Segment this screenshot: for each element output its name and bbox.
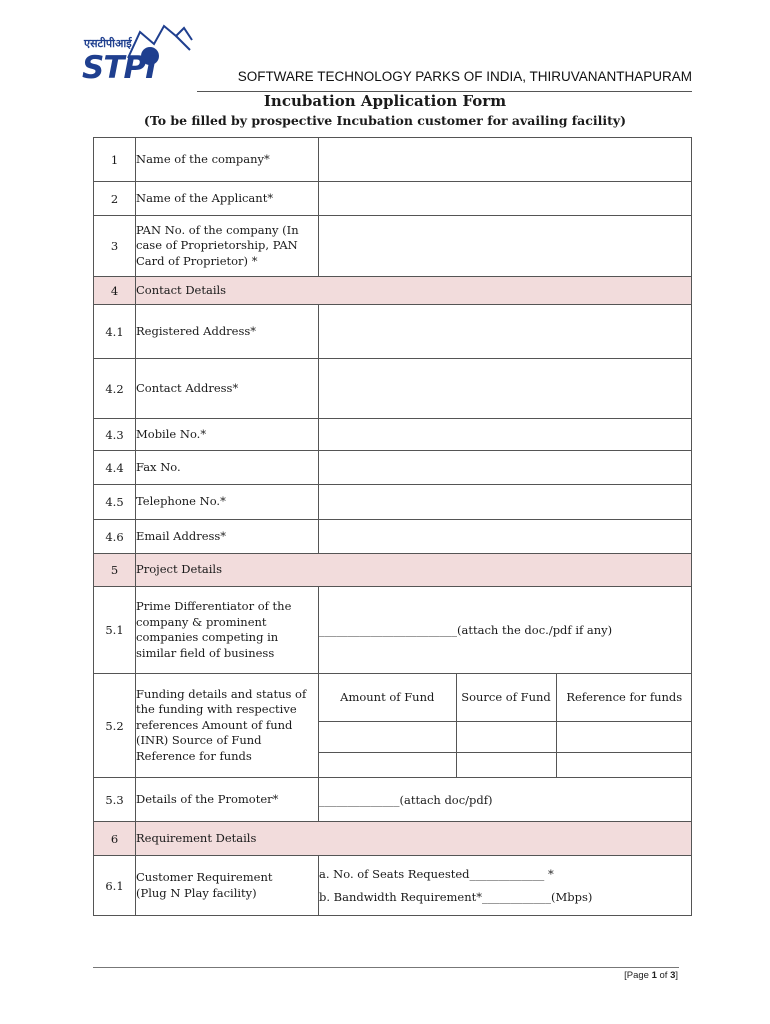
row-number: 6 [94,822,136,856]
table-row [94,305,692,359]
plug-n-play-note: (Plug N Play facility) [136,885,257,900]
row-number: 4.4 [94,451,136,485]
amount-of-fund-field[interactable] [319,752,456,777]
table-row [94,138,692,182]
pan-number-label: PAN No. of the company (In case of Proprietorship, PAN Card of Proprietor) * [136,216,319,277]
funding-subtable [319,674,692,777]
promoter-details-label: Details of the Promoter* [136,778,319,822]
seats-requested-field[interactable]: a. No. of Seats Requested_____________ * [319,866,554,881]
amount-of-fund-field[interactable] [319,721,456,752]
applicant-name-field[interactable] [319,182,692,216]
reference-for-funds-field[interactable] [556,721,692,752]
form-title: Incubation Application Form [263,92,507,110]
logo-stpi-text: STPI [82,50,156,86]
table-row [94,520,692,554]
row-number: 4.6 [94,520,136,554]
amount-of-fund-header: Amount of Fund [319,674,456,721]
section-row-requirement-details [94,822,692,856]
fax-number-field[interactable] [319,451,692,485]
page-prefix: [Page [624,970,652,981]
page-of: of [656,970,671,981]
row-number: 1 [94,138,136,182]
promoter-details-field[interactable]: ______________(attach doc/pdf) [319,778,692,822]
telephone-number-field[interactable] [319,485,692,520]
registered-address-label: Registered Address* [136,305,319,359]
table-row [94,182,692,216]
funding-details-label: Funding details and status of the funding with respective references Amount of fund (INR) Source of Fund Reference for funds [136,674,319,778]
company-name-field[interactable] [319,138,692,182]
row-number: 4.1 [94,305,136,359]
table-row [94,485,692,520]
telephone-number-label: Telephone No.* [136,485,319,520]
customer-requirement-title: Customer Requirement [136,870,273,884]
table-row [94,216,692,277]
row-number: 5.2 [94,674,136,778]
prime-differentiator-field[interactable]: ________________________(attach the doc./pdf if any) [319,587,692,674]
bandwidth-requirement-field[interactable]: b. Bandwidth Requirement*____________(Mbps) [319,889,593,904]
total-pages: 3 [670,970,676,981]
applicant-name-label: Name of the Applicant* [136,182,319,216]
organization-name: SOFTWARE TECHNOLOGY PARKS OF INDIA, THIRUVANANTHAPURAM [237,69,692,84]
row-number: 5 [94,554,136,587]
funding-data-row [319,721,692,752]
contact-address-label: Contact Address* [136,359,319,419]
page-header [80,20,692,94]
row-number: 3 [94,216,136,277]
reference-for-funds-header: Reference for funds [556,674,692,721]
section-title: Project Details [136,554,692,587]
row-number: 4 [94,277,136,305]
row-number: 5.3 [94,778,136,822]
application-form-table [93,137,692,916]
source-of-fund-field[interactable] [456,721,556,752]
page-suffix: ] [675,970,678,981]
reference-for-funds-field[interactable] [556,752,692,777]
customer-requirement-field [319,856,692,916]
row-number: 4.3 [94,419,136,451]
source-of-fund-field[interactable] [456,752,556,777]
current-page: 1 [651,970,657,981]
registered-address-field[interactable] [319,305,692,359]
table-row [94,451,692,485]
company-name-label: Name of the company* [136,138,319,182]
section-title: Contact Details [136,277,692,305]
table-row [94,674,692,778]
email-address-label: Email Address* [136,520,319,554]
row-number: 5.1 [94,587,136,674]
table-row [94,359,692,419]
fax-number-label: Fax No. [136,451,319,485]
pan-number-field[interactable] [319,216,692,277]
section-row-project-details [94,554,692,587]
contact-address-field[interactable] [319,359,692,419]
section-title: Requirement Details [136,822,692,856]
source-of-fund-header: Source of Fund [456,674,556,721]
table-row [94,856,692,916]
table-row [94,587,692,674]
footer-divider [93,967,679,968]
row-number: 2 [94,182,136,216]
page-number [600,970,678,981]
mobile-number-field[interactable] [319,419,692,451]
funding-header-row [319,674,692,721]
row-number: 6.1 [94,856,136,916]
section-row-contact-details [94,277,692,305]
table-row [94,419,692,451]
email-address-field[interactable] [319,520,692,554]
form-subtitle: (To be filled by prospective Incubation customer for availing facility) [143,113,627,128]
mobile-number-label: Mobile No.* [136,419,319,451]
table-row [94,778,692,822]
row-number: 4.5 [94,485,136,520]
funding-data-row [319,752,692,777]
prime-differentiator-label: Prime Differentiator of the company & prominent companies competing in similar field of business [136,587,319,674]
customer-requirement-label [136,856,319,916]
funding-table-cell [319,674,692,778]
stpi-logo [80,22,196,86]
row-number: 4.2 [94,359,136,419]
logo-hindi-text: एसटीपीआई [84,37,132,50]
